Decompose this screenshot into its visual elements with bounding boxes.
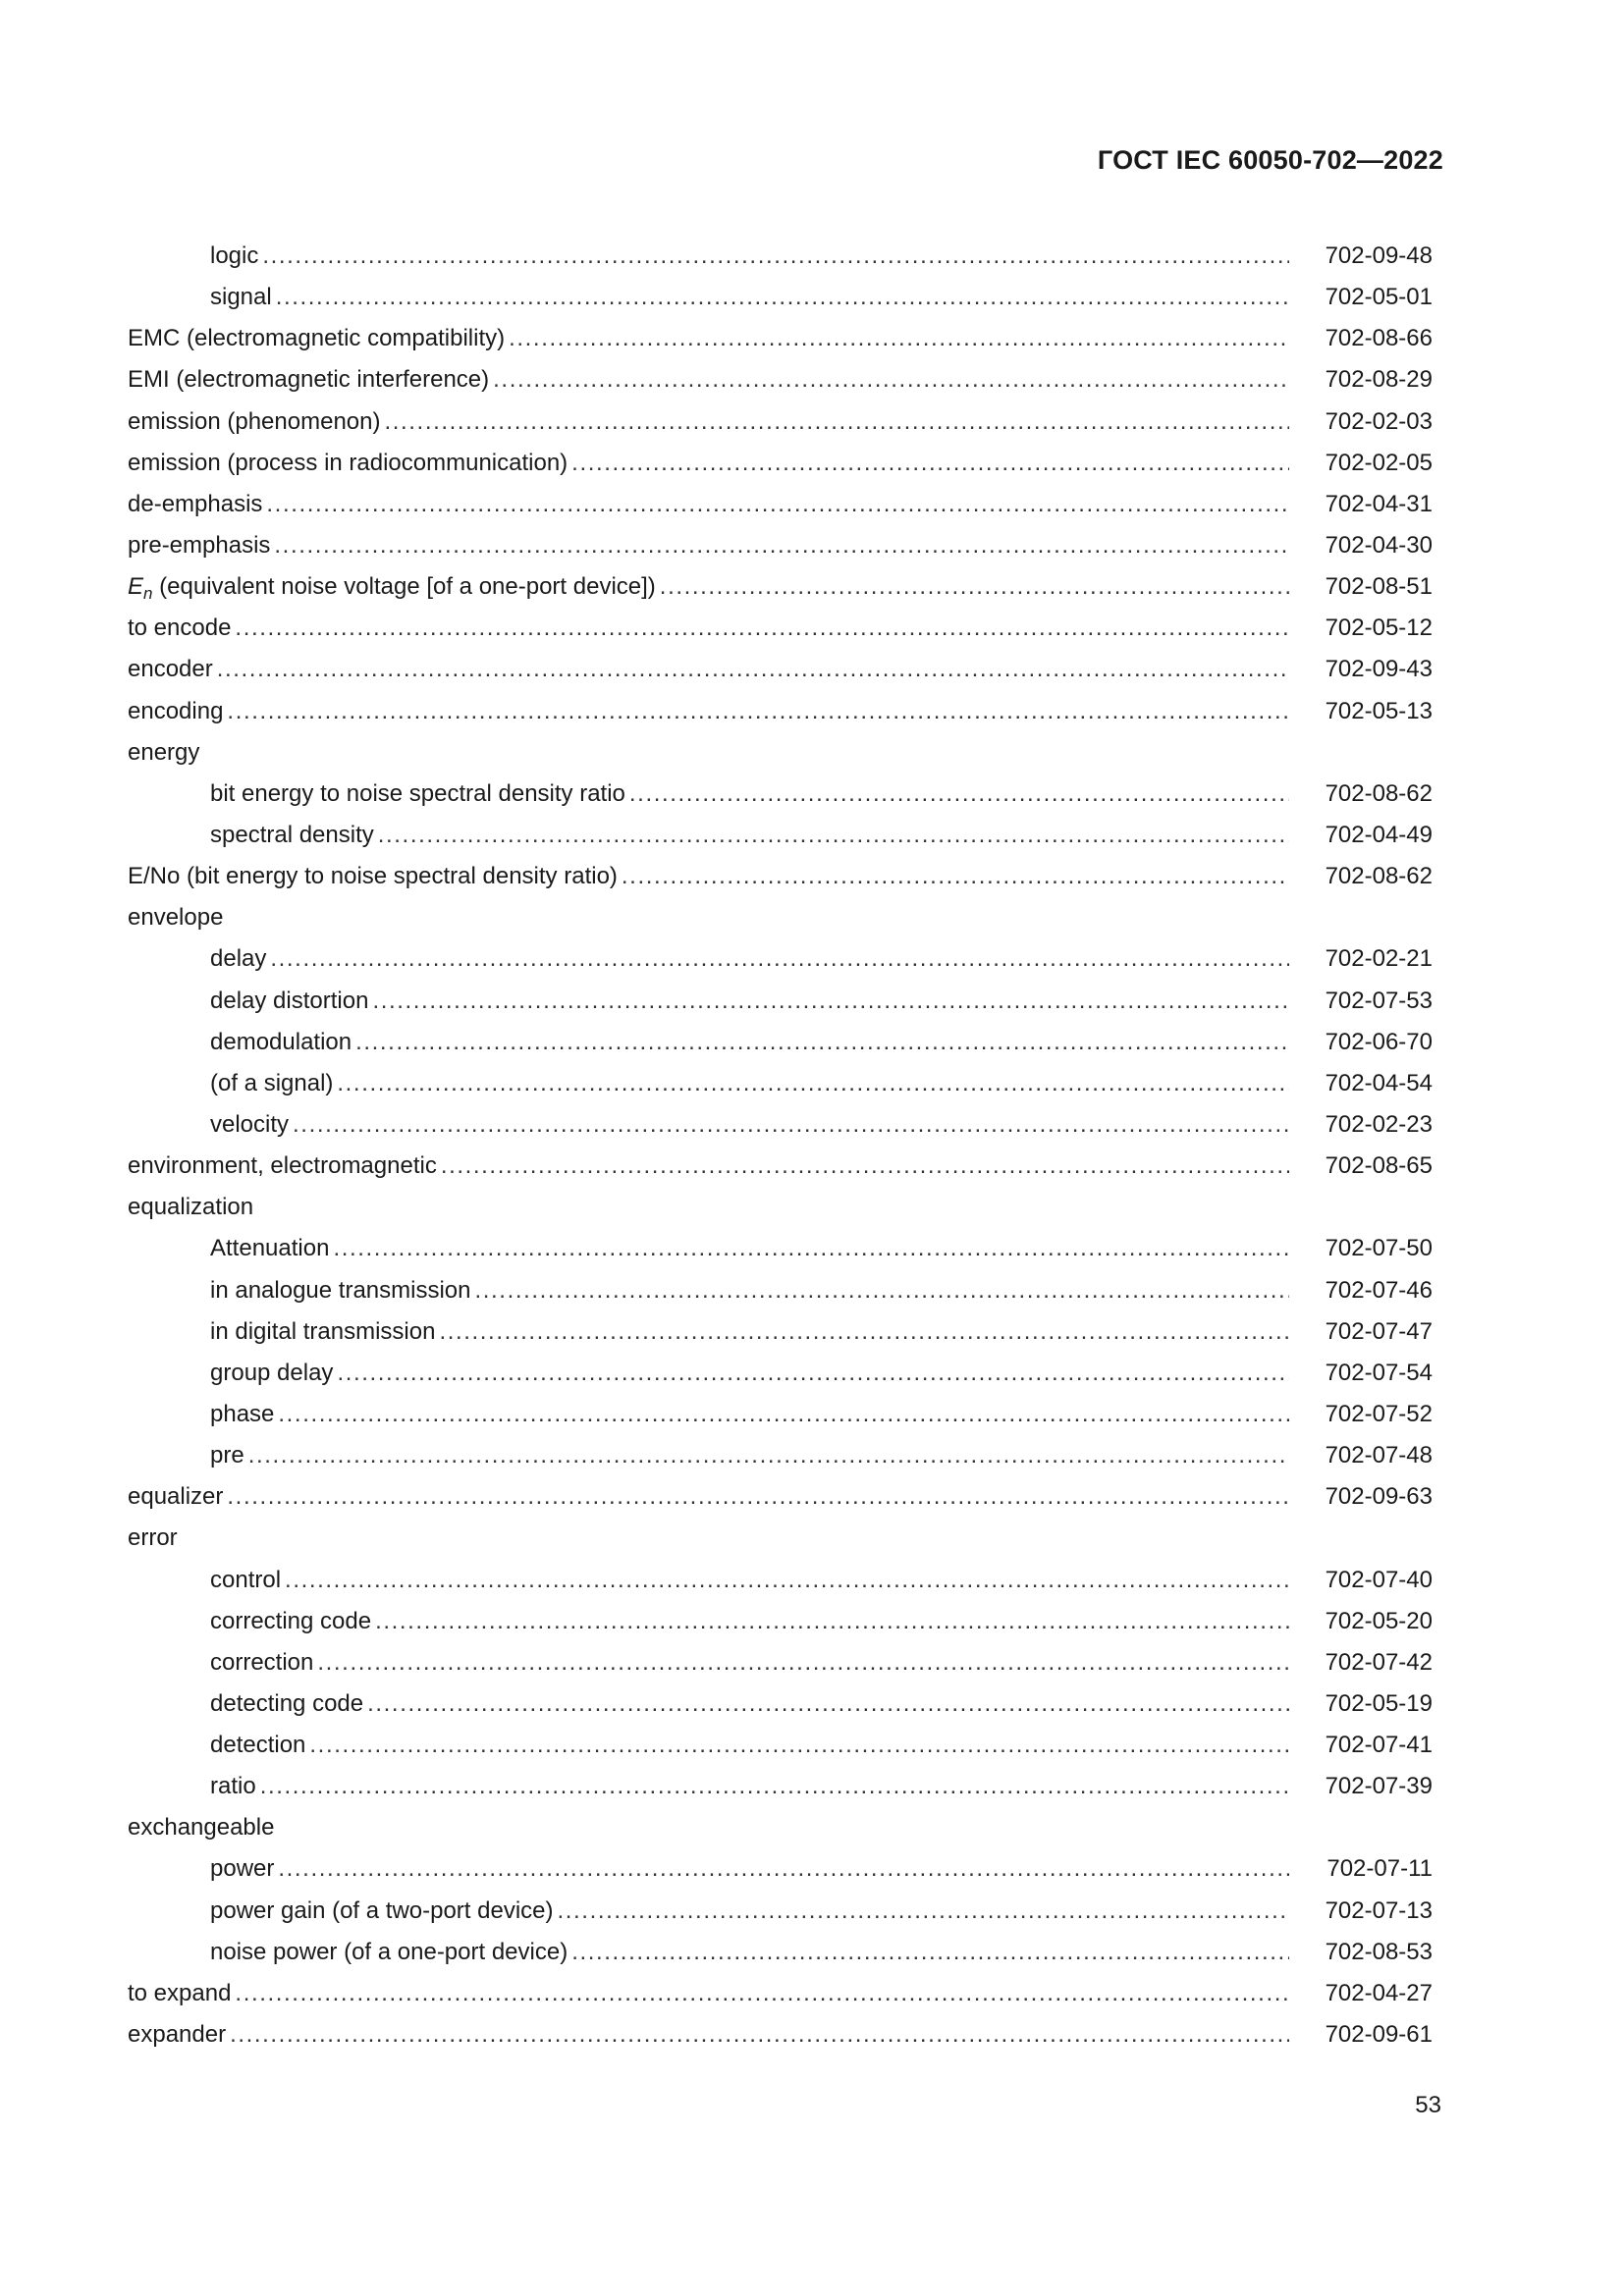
index-subentry (128, 1848, 1433, 1890)
index-reference-number: 702-09-48 (1325, 242, 1433, 269)
dot-leader (227, 691, 1289, 732)
dot-leader (571, 443, 1289, 484)
index-term: signal (210, 284, 272, 311)
dot-leader (293, 1104, 1289, 1146)
index-subentry (128, 1601, 1433, 1642)
index-term: velocity (210, 1110, 290, 1138)
index-reference-number: 702-07-42 (1325, 1648, 1433, 1676)
dot-leader (629, 774, 1289, 815)
index-term: correction (210, 1648, 314, 1676)
index-subentry (128, 277, 1433, 318)
index-reference-number: 702-07-50 (1325, 1235, 1433, 1262)
index-subentry (128, 1353, 1433, 1394)
dot-leader (278, 1848, 1289, 1890)
index-subentry (128, 1104, 1433, 1146)
index-reference-number: 702-07-13 (1325, 1896, 1433, 1924)
index-term: exchangeable (128, 1814, 275, 1842)
index-reference-number: 702-02-05 (1325, 449, 1433, 476)
index-reference-number: 702-08-66 (1325, 325, 1433, 352)
document-header: ГОСТ IEC 60050-702—2022 (1097, 145, 1443, 175)
index-entry (128, 525, 1433, 566)
index-entry (128, 1146, 1433, 1187)
dot-leader (378, 815, 1289, 856)
dot-leader (317, 1642, 1289, 1683)
index-subentry (128, 938, 1433, 980)
index-reference-number: 702-02-23 (1325, 1110, 1433, 1138)
dot-leader (217, 649, 1289, 690)
index-term: de-emphasis (128, 490, 263, 517)
index-subentry (128, 1932, 1433, 1973)
index-term: environment, electromagnetic (128, 1152, 437, 1180)
index-term: encoding (128, 697, 224, 724)
index-term: to expand (128, 1979, 232, 2006)
index-reference-number: 702-08-62 (1325, 863, 1433, 890)
index-reference-number: 702-07-53 (1325, 987, 1433, 1014)
index-entry (128, 732, 1433, 774)
index-reference-number: 702-07-54 (1325, 1359, 1433, 1386)
index-subentry (128, 1642, 1433, 1683)
dot-leader (262, 236, 1289, 277)
index-subentry (128, 1891, 1433, 1932)
index-term: correcting code (210, 1607, 372, 1634)
index-term: expander (128, 2021, 227, 2049)
index-subentry (128, 981, 1433, 1022)
dot-leader (660, 566, 1289, 608)
index-term: delay (210, 945, 267, 973)
index-term: spectral density (210, 821, 374, 848)
index-term: in digital transmission (210, 1317, 436, 1345)
index-entry (128, 318, 1433, 359)
dot-leader (278, 1394, 1289, 1435)
dot-leader (266, 484, 1289, 525)
index-entry (128, 566, 1433, 608)
index-reference-number: 702-07-47 (1325, 1317, 1433, 1345)
index-term-symbol: E (128, 573, 144, 601)
index-reference-number: 702-05-01 (1325, 284, 1433, 311)
index-entry (128, 608, 1433, 649)
dot-leader (276, 277, 1289, 318)
index-term: E/No (bit energy to noise spectral density ratio) (128, 863, 618, 890)
dot-leader (571, 1932, 1289, 1973)
index-subentry (128, 1435, 1433, 1476)
index-reference-number: 702-07-40 (1325, 1566, 1433, 1593)
index-reference-number: 702-09-61 (1325, 2021, 1433, 2049)
index-reference-number: 702-08-65 (1325, 1152, 1433, 1180)
dot-leader (235, 1973, 1289, 2014)
index-term: power (210, 1855, 275, 1883)
index-term: delay distortion (210, 987, 369, 1014)
index-term: envelope (128, 904, 224, 932)
dot-leader (558, 1891, 1290, 1932)
index-term: energy (128, 738, 200, 766)
index-reference-number: 702-06-70 (1325, 1028, 1433, 1055)
index-term-symbol-subscript: n (143, 584, 153, 604)
dot-leader (270, 938, 1289, 980)
index-entry (128, 2014, 1433, 2056)
index-term: equalizer (128, 1483, 224, 1511)
index-entry (128, 1518, 1433, 1559)
index-term: in analogue transmission (210, 1276, 471, 1304)
index-entry (128, 443, 1433, 484)
index-reference-number: 702-07-41 (1325, 1732, 1433, 1759)
index-subentry (128, 1270, 1433, 1311)
dot-leader (439, 1311, 1289, 1353)
dot-leader (375, 1601, 1289, 1642)
index-subentry (128, 774, 1433, 815)
index-term: (of a signal) (210, 1069, 334, 1096)
index-term: ratio (210, 1773, 256, 1800)
dot-leader (372, 981, 1289, 1022)
dot-leader (333, 1228, 1289, 1269)
index-reference-number: 702-08-51 (1325, 573, 1433, 601)
index-term: noise power (of a one-port device) (210, 1938, 568, 1965)
index-entry (128, 691, 1433, 732)
index-subentry (128, 1063, 1433, 1104)
index-entry (128, 856, 1433, 897)
dot-leader (384, 401, 1289, 443)
dot-leader (248, 1435, 1289, 1476)
index-reference-number: 702-08-53 (1325, 1938, 1433, 1965)
index-reference-number: 702-04-27 (1325, 1979, 1433, 2006)
index-term: equalization (128, 1194, 254, 1221)
index-reference-number: 702-04-30 (1325, 531, 1433, 559)
dot-leader (227, 1476, 1289, 1518)
index-entry (128, 649, 1433, 690)
index-term: logic (210, 242, 259, 269)
index-reference-number: 702-02-03 (1325, 407, 1433, 435)
dot-leader (441, 1146, 1289, 1187)
dot-leader (622, 856, 1289, 897)
index-reference-number: 702-02-21 (1325, 945, 1433, 973)
index-term: EMI (electromagnetic interference) (128, 366, 490, 394)
index-entry (128, 1187, 1433, 1228)
dot-leader (260, 1766, 1289, 1807)
dot-leader (274, 525, 1289, 566)
dot-leader (355, 1022, 1289, 1063)
index-term: encoder (128, 656, 213, 683)
dot-leader (285, 1560, 1289, 1601)
index-entry (128, 1973, 1433, 2014)
dot-leader (367, 1683, 1289, 1725)
index-entry (128, 359, 1433, 400)
index-term: detecting code (210, 1689, 364, 1717)
index-term: pre-emphasis (128, 531, 271, 559)
dot-leader (509, 318, 1289, 359)
dot-leader (309, 1725, 1289, 1766)
page-number: 53 (1415, 2092, 1441, 2118)
index-subentry (128, 1725, 1433, 1766)
index-term: pre (210, 1442, 244, 1469)
index-entry (128, 1476, 1433, 1518)
index-reference-number: 702-07-48 (1325, 1442, 1433, 1469)
index-reference-number: 702-05-12 (1325, 614, 1433, 642)
dot-leader (235, 608, 1289, 649)
index-entry (128, 484, 1433, 525)
index-term (128, 566, 656, 608)
index-term: emission (phenomenon) (128, 407, 381, 435)
index-reference-number: 702-07-11 (1326, 1855, 1433, 1883)
dot-leader (475, 1270, 1290, 1311)
index-entry (128, 897, 1433, 938)
index-reference-number: 702-08-29 (1325, 366, 1433, 394)
index-reference-number: 702-09-63 (1325, 1483, 1433, 1511)
index-term: power gain (of a two-port device) (210, 1896, 554, 1924)
index-reference-number: 702-09-43 (1325, 656, 1433, 683)
index-reference-number: 702-05-20 (1325, 1607, 1433, 1634)
index-subentry (128, 1394, 1433, 1435)
index-term: group delay (210, 1359, 334, 1386)
dot-leader (337, 1353, 1289, 1394)
dot-leader (337, 1063, 1289, 1104)
index-subentry (128, 1228, 1433, 1269)
index-reference-number: 702-05-19 (1325, 1689, 1433, 1717)
index-subentry (128, 1022, 1433, 1063)
index-subentry (128, 1560, 1433, 1601)
index-term: error (128, 1524, 178, 1552)
index-term-text: (equivalent noise voltage [of a one-port device]) (152, 573, 656, 601)
term-index-list (128, 236, 1433, 2056)
dot-leader (230, 2014, 1289, 2056)
index-subentry (128, 1683, 1433, 1725)
index-reference-number: 702-04-54 (1325, 1069, 1433, 1096)
index-reference-number: 702-08-62 (1325, 779, 1433, 807)
dot-leader (493, 359, 1289, 400)
index-reference-number: 702-07-52 (1325, 1400, 1433, 1427)
index-term: emission (process in radiocommunication) (128, 449, 568, 476)
index-reference-number: 702-04-31 (1325, 490, 1433, 517)
index-term: bit energy to noise spectral density ratio (210, 779, 625, 807)
index-subentry (128, 1311, 1433, 1353)
index-reference-number: 702-04-49 (1325, 821, 1433, 848)
index-reference-number: 702-07-46 (1325, 1276, 1433, 1304)
index-reference-number: 702-05-13 (1325, 697, 1433, 724)
index-entry (128, 1807, 1433, 1848)
index-term: detection (210, 1732, 306, 1759)
index-subentry (128, 236, 1433, 277)
index-term: EMC (electromagnetic compatibility) (128, 325, 506, 352)
index-reference-number: 702-07-39 (1325, 1773, 1433, 1800)
index-subentry (128, 1766, 1433, 1807)
index-term: control (210, 1566, 282, 1593)
index-term: Attenuation (210, 1235, 330, 1262)
index-term: phase (210, 1400, 275, 1427)
index-term: demodulation (210, 1028, 352, 1055)
index-term: to encode (128, 614, 232, 642)
index-subentry (128, 815, 1433, 856)
index-entry (128, 401, 1433, 443)
